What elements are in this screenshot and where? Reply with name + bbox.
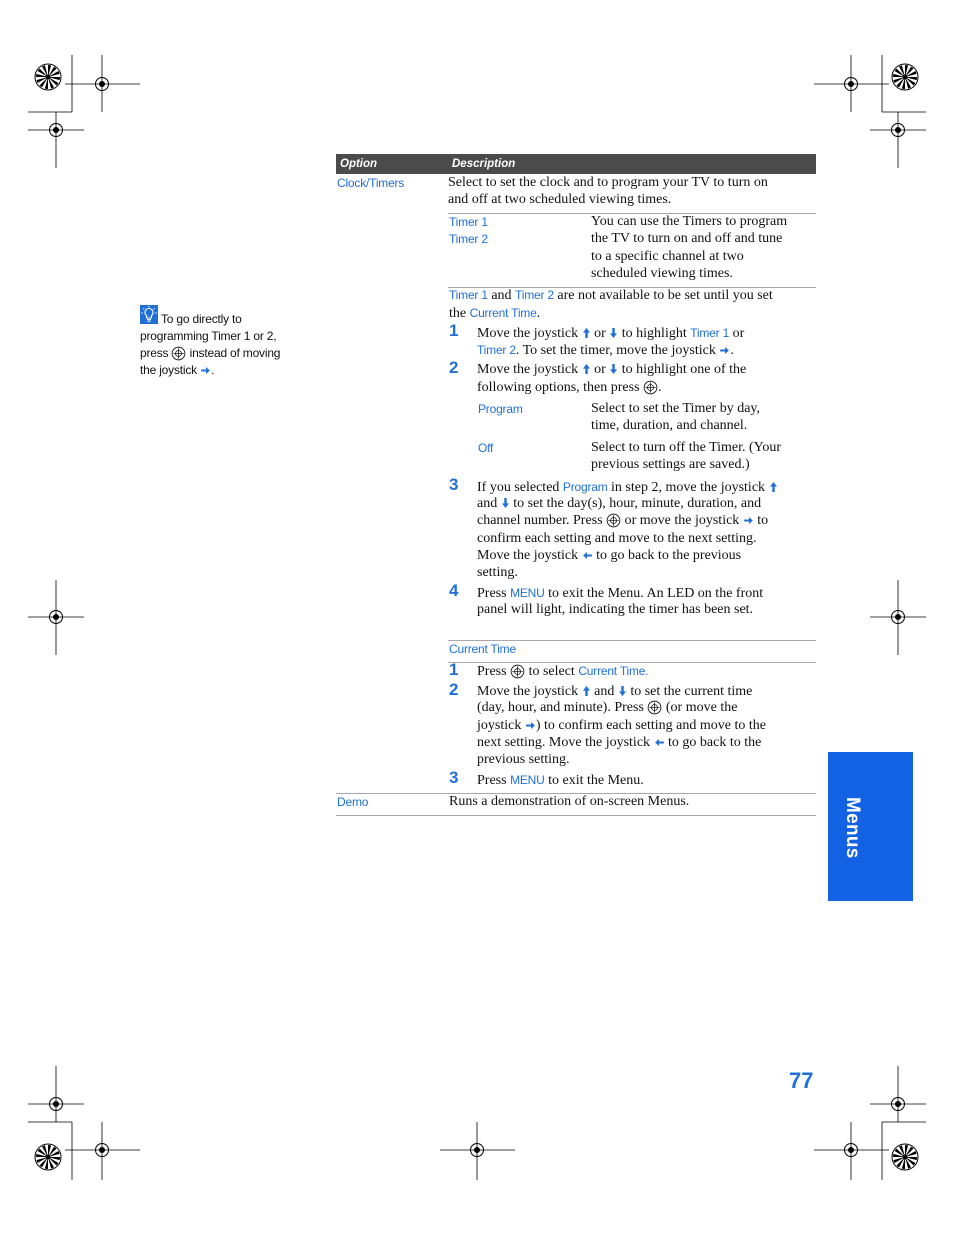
registration-mark-icon	[845, 1144, 858, 1157]
text-fragment: and	[590, 684, 618, 699]
step-number: 1	[449, 660, 459, 679]
table-header	[336, 154, 816, 174]
current-time-ref: Current Time.	[578, 664, 649, 678]
text-fragment: Move the joystick	[477, 326, 582, 341]
tip-text-line: programming Timer 1 or 2,	[140, 329, 277, 343]
section-tab-label: Menus	[842, 797, 863, 859]
text-fragment: to go back to the	[664, 735, 762, 750]
text-fragment: Press	[477, 664, 511, 679]
text-fragment: . To set the timer, move the joystick	[515, 343, 720, 358]
registration-mark-icon	[96, 1144, 109, 1157]
clock-timers-desc-line: and off at two scheduled viewing times.	[448, 192, 672, 207]
text-fragment: to highlight one of the	[618, 362, 747, 377]
press-button-icon	[606, 513, 621, 528]
step-text-line: setting.	[477, 565, 518, 580]
text-fragment: following options, then press	[477, 380, 644, 395]
registration-mark-icon	[50, 1098, 63, 1111]
joystick-down-icon	[619, 686, 626, 696]
joystick-right-icon	[720, 347, 729, 354]
text-fragment: or move the joystick	[621, 513, 743, 528]
program-ref: Program	[562, 480, 608, 494]
timers-desc-line: to a specific channel at two	[591, 249, 744, 264]
timer-1-label: Timer 1	[449, 215, 488, 229]
joystick-left-icon	[655, 739, 664, 746]
text-fragment: .	[211, 363, 215, 377]
registration-mark-icon	[892, 1144, 918, 1170]
registration-mark-icon	[50, 124, 63, 137]
joystick-up-icon	[770, 482, 777, 492]
step-number: 3	[449, 475, 459, 494]
text-fragment: the joystick	[140, 363, 201, 377]
timer-2-ref: Timer 2	[515, 288, 554, 302]
text-fragment: or	[590, 362, 610, 377]
timers-desc-line: the TV to turn on and off and tune	[591, 231, 783, 246]
joystick-up-icon	[583, 686, 590, 696]
column-header-description: Description	[452, 158, 516, 170]
text-fragment: ) to confirm each setting and move to the	[535, 718, 766, 733]
joystick-down-icon	[610, 328, 617, 338]
current-time-label: Current Time	[449, 642, 516, 656]
timer-note-line	[449, 286, 773, 304]
timer-1-ref: Timer 1	[449, 288, 488, 302]
joystick-up-icon	[583, 364, 590, 374]
text-fragment: to exit the Menu.	[544, 773, 644, 788]
text-fragment: channel number. Press	[477, 513, 607, 528]
step-text-line	[477, 662, 648, 680]
text-fragment: to set the day(s), hour, minute, duration, and	[509, 496, 762, 511]
option-program-desc-line: Select to set the Timer by day,	[591, 401, 761, 416]
joystick-right-icon	[526, 722, 535, 729]
tip-text-line	[140, 361, 214, 379]
step-text-line	[477, 379, 662, 397]
text-fragment: (or move the	[662, 700, 738, 715]
text-fragment: .	[536, 306, 541, 321]
registration-mark-icon	[471, 1144, 484, 1157]
joystick-down-icon	[502, 498, 509, 508]
option-program-label: Program	[478, 402, 523, 416]
text-fragment: .	[658, 380, 662, 395]
divider	[336, 815, 816, 816]
joystick-right-icon	[201, 367, 210, 374]
press-button-icon	[510, 664, 525, 679]
text-fragment: Move the joystick	[477, 684, 582, 699]
text-fragment: joystick	[477, 718, 525, 733]
option-program-desc-line: time, duration, and channel.	[591, 418, 748, 433]
registration-mark-icon	[35, 1144, 61, 1170]
joystick-down-icon	[610, 364, 617, 374]
menu-button-ref: MENU	[510, 586, 545, 600]
step-text-line	[477, 699, 737, 717]
joystick-up-icon	[583, 328, 590, 338]
step-text-line	[477, 584, 763, 602]
text-fragment: .	[730, 343, 734, 358]
timers-desc-line: scheduled viewing times.	[591, 266, 733, 281]
text-fragment: instead of moving	[186, 346, 281, 360]
step-text-line	[477, 495, 761, 513]
press-button-icon	[647, 700, 662, 715]
option-demo: Demo	[337, 795, 369, 809]
text-fragment: to set the current time	[626, 684, 753, 699]
timer-1-ref: Timer 1	[690, 326, 730, 340]
text-fragment: to exit the Menu. An LED on the front	[544, 586, 764, 601]
timer-note-line	[449, 304, 540, 322]
text-fragment: and	[477, 496, 501, 511]
text-fragment: Press	[477, 586, 511, 601]
step-text-line	[477, 341, 734, 359]
timer-2-label: Timer 2	[449, 232, 488, 246]
registration-mark-icon	[892, 64, 918, 90]
step-text-line	[477, 361, 746, 379]
step-text-line	[477, 717, 766, 735]
text-fragment: to go back to the previous	[592, 548, 742, 563]
text-fragment: are not available to be set until you set	[553, 288, 773, 303]
timers-desc-line: You can use the Timers to program	[591, 214, 788, 229]
step-text-line	[477, 478, 778, 496]
text-fragment: the	[449, 306, 470, 321]
text-fragment: to	[753, 513, 769, 528]
text-fragment: press	[140, 346, 172, 360]
registration-mark-icon	[892, 1098, 905, 1111]
step-number: 3	[449, 768, 459, 787]
clock-timers-desc-line: Select to set the clock and to program your TV to turn on	[448, 175, 768, 190]
page-number: 77	[789, 1068, 814, 1093]
text-fragment: (day, hour, and minute). Press	[477, 700, 648, 715]
text-fragment: in step 2, move the joystick	[607, 480, 769, 495]
option-clock-timers: Clock/Timers	[337, 176, 405, 190]
option-off-label: Off	[478, 441, 494, 455]
registration-mark-icon	[35, 64, 61, 90]
step-text-line	[477, 512, 768, 530]
step-number: 4	[449, 581, 459, 600]
joystick-right-icon	[744, 517, 753, 524]
step-text-line	[477, 324, 744, 342]
tip-text-line: To go directly to	[161, 312, 242, 326]
step-number: 1	[449, 321, 459, 340]
column-header-option: Option	[340, 158, 378, 170]
text-fragment: or	[729, 326, 745, 341]
option-off-desc-line: previous settings are saved.)	[591, 457, 750, 472]
step-text-line: previous setting.	[477, 752, 570, 767]
text-fragment: If you selected	[477, 480, 563, 495]
press-button-icon	[643, 380, 658, 395]
tip-text-line	[140, 344, 280, 362]
step-text-line	[477, 547, 741, 565]
text-fragment: to highlight	[618, 326, 691, 341]
registration-mark-icon	[845, 78, 858, 91]
text-fragment: to select	[525, 664, 579, 679]
section-tab	[828, 752, 913, 901]
registration-mark-icon	[892, 611, 905, 624]
demo-desc: Runs a demonstration of on-screen Menus.	[449, 794, 690, 809]
step-number: 2	[449, 358, 459, 377]
menu-button-ref: MENU	[510, 773, 545, 787]
step-text-line: confirm each setting and move to the next setting.	[477, 531, 757, 546]
text-fragment: Move the joystick	[477, 548, 582, 563]
step-text-line	[477, 771, 644, 789]
step-text-line	[477, 734, 761, 752]
timer-2-ref: Timer 2	[477, 343, 516, 357]
press-button-icon	[171, 346, 186, 361]
step-text-line: panel will light, indicating the timer has been set.	[477, 602, 754, 617]
text-fragment: Move the joystick	[477, 362, 582, 377]
registration-mark-icon	[50, 611, 63, 624]
tip-lightbulb-icon	[140, 305, 158, 324]
current-time-ref: Current Time	[469, 306, 537, 320]
text-fragment: and	[487, 288, 516, 303]
joystick-left-icon	[583, 552, 592, 559]
text-fragment: Press	[477, 773, 511, 788]
step-number: 2	[449, 680, 459, 699]
registration-mark-icon	[892, 124, 905, 137]
option-off-desc-line: Select to turn off the Timer. (Your	[591, 440, 782, 455]
text-fragment: or	[590, 326, 610, 341]
registration-mark-icon	[96, 78, 109, 91]
text-fragment: next setting. Move the joystick	[477, 735, 654, 750]
